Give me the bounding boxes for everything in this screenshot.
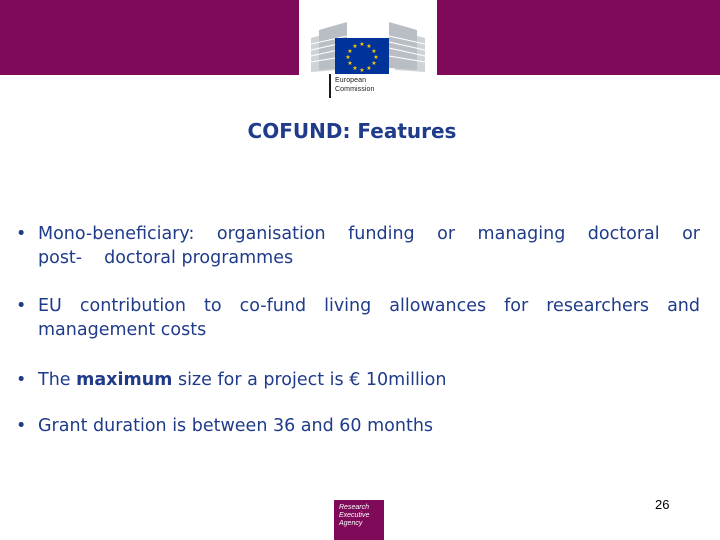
- european-commission-logo: [299, 0, 437, 103]
- list-item: [16, 368, 700, 392]
- agency-line-3: Agency: [339, 520, 363, 527]
- svg-text:★: ★: [347, 60, 353, 67]
- logo-line-1: European: [335, 77, 367, 84]
- svg-text:★: ★: [352, 65, 358, 72]
- bullet-text: Grant duration is between 36 and 60 months: [38, 416, 434, 436]
- bullet-icon: •: [16, 224, 27, 244]
- svg-text:★: ★: [366, 43, 372, 50]
- bullet-text: Mono-beneficiary: organisation funding or managing doctoral or: [38, 224, 700, 244]
- bullet-icon: •: [16, 370, 27, 390]
- european-commission-wordmark: [335, 76, 375, 94]
- list-item: [16, 294, 700, 342]
- feature-list: [16, 222, 700, 438]
- research-executive-agency-logo: [334, 500, 384, 540]
- svg-text:★: ★: [352, 43, 358, 50]
- list-item: [16, 414, 700, 438]
- bullet-icon: •: [16, 296, 27, 316]
- svg-text:★: ★: [359, 67, 365, 74]
- svg-text:★: ★: [347, 48, 353, 55]
- agency-line-1: Research: [339, 504, 369, 511]
- bullet-text: size for a project is € 10million: [172, 370, 447, 390]
- svg-text:★: ★: [359, 41, 365, 48]
- slide-title: COFUND: Features: [247, 119, 457, 143]
- bullet-text: EU contribution to co-fund living allowances for researchers and: [38, 296, 700, 316]
- bullet-text: post-: [38, 248, 83, 268]
- logo-line-2: Commission: [335, 86, 375, 93]
- bullet-icon: •: [16, 416, 27, 436]
- svg-text:★: ★: [366, 65, 372, 72]
- svg-text:★: ★: [373, 54, 379, 61]
- svg-text:★: ★: [371, 60, 377, 67]
- svg-text:★: ★: [371, 48, 377, 55]
- bullet-text: The: [38, 370, 77, 390]
- agency-line-2: Executive: [339, 512, 370, 519]
- bullet-text: management costs: [38, 320, 207, 340]
- page-number: 26: [655, 497, 670, 512]
- list-item: [16, 222, 700, 270]
- svg-text:★: ★: [345, 54, 351, 61]
- bullet-emphasis: maximum: [76, 370, 173, 390]
- bullet-text: doctoral programmes: [104, 248, 294, 268]
